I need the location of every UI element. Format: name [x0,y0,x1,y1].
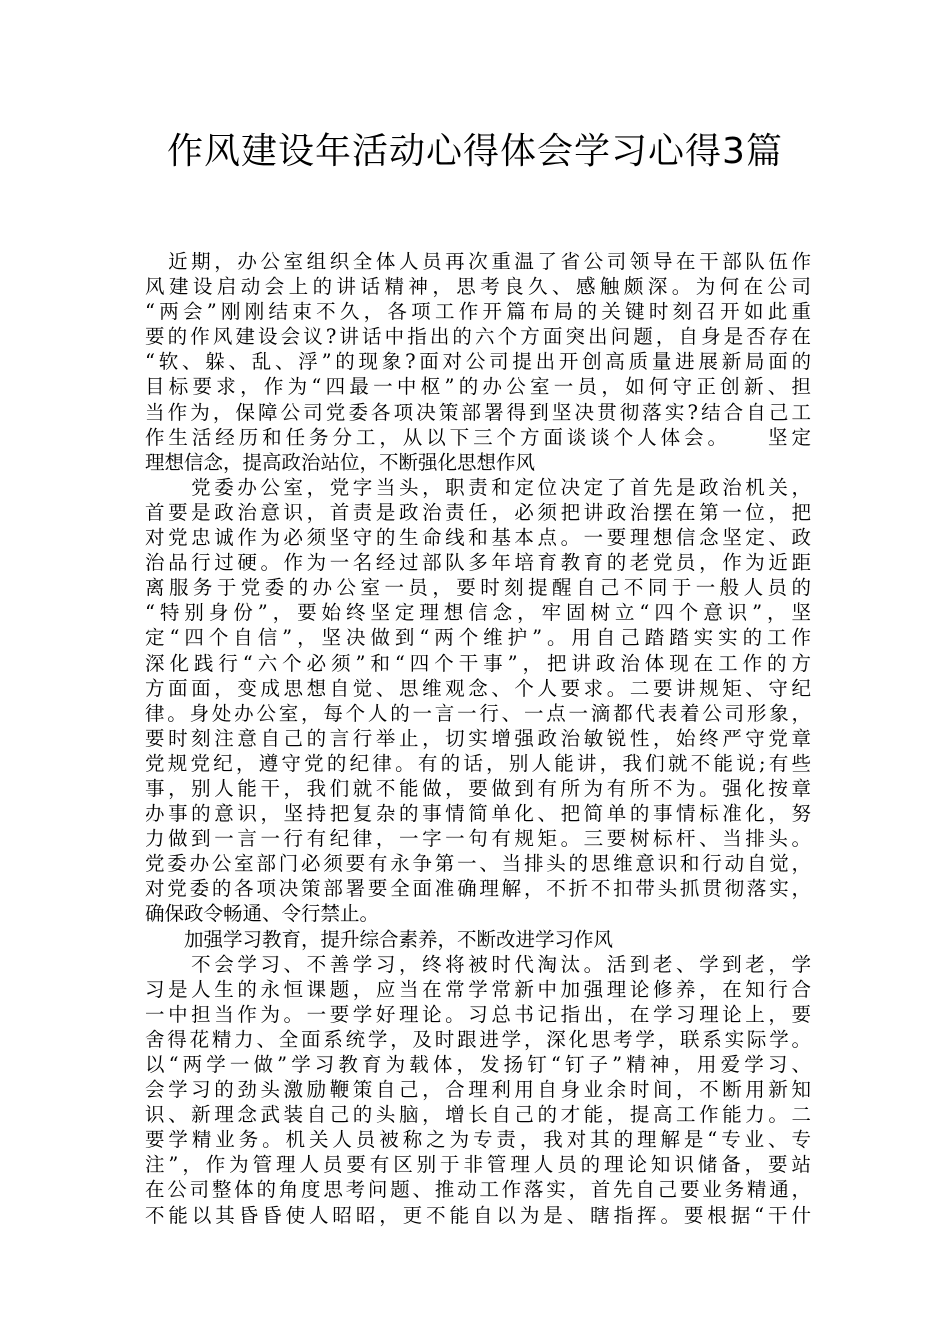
text-line: 确保政令畅通、令行禁止。 [145,902,380,926]
text-line: 对党委的各项决策部署要全面准确理解，不折不扣带头抓贯彻落实， [145,877,811,901]
text-line: 力做到一言一行有纪律，一字一句有规矩。三要树标杆、当排头。 [145,827,811,851]
text-line: 党委办公室部门必须要有永争第一、当排头的思维意识和行动自觉， [145,852,811,876]
text-line: 当作为，保障公司党委各项决策部署得到坚决贯彻落实?结合自己工 [145,400,811,424]
text-line: 近期，办公室组织全体人员再次重温了省公司领导在干部队伍作 [145,250,811,273]
text-line: 一中担当作为。一要学好理论。习总书记指出，在学习理论上，要 [145,1002,811,1026]
text-line: 加强学习教育，提升综合素养，不断改进学习作风 [145,927,614,951]
text-line: 方面面，变成思想自觉、思维观念、个人要求。二要讲规矩、守纪 [145,676,811,700]
document-body [145,249,811,1228]
text-line: 离服务于党委的办公室一员，要时刻提醒自己不同于一般人员的 [145,576,811,600]
text-line: 定“四个自信”，坚决做到“两个维护”。用自己踏踏实实的工作 [145,626,811,650]
text-line: 深化践行“六个必须”和“四个干事”，把讲政治体现在工作的方 [145,651,811,675]
text-line: 办事的意识，坚持把复杂的事情简单化、把简单的事情标准化，努 [145,802,811,826]
text-line: 要的作风建设会议?讲话中指出的六个方面突出问题，自身是否存在 [145,325,811,349]
text-line: 风建设启动会上的讲话精神，思考良久、感触颇深。为何在公司 [145,275,811,299]
text-line: 要时刻注意自己的言行举止，切实增强政治敏锐性，始终严守党章 [145,726,811,750]
text-line: 不会学习、不善学习，终将被时代淘汰。活到老、学到老，学 [145,952,811,976]
text-line: 舍得花精力、全面系统学，及时跟进学，深化思考学，联系实际学。 [145,1027,811,1051]
text-line: 会学习的劲头激励鞭策自己，合理利用自身业余时间，不断用新知 [145,1078,811,1102]
text-line: 习是人生的永恒课题，应当在常学常新中加强理论修养，在知行合 [145,977,811,1001]
text-line: “两会”刚刚结束不久，各项工作开篇布局的关键时刻召开如此重 [145,300,811,324]
text-line: 首要是政治意识，首责是政治责任，必须把讲政治摆在第一位，把 [145,500,811,524]
text-line: 治品行过硬。作为一名经过部队多年培育教育的老党员，作为近距 [145,551,811,575]
text-line: 律。身处办公室，每个人的一言一行、一点一滴都代表着公司形象， [145,701,811,725]
text-line: 对党忠诚作为必须坚守的生命线和基本点。一要理想信念坚定、政 [145,526,811,550]
text-line: 党委办公室，党字当头，职责和定位决定了首先是政治机关， [145,475,811,499]
document-title: 作风建设年活动心得体会学习心得3篇 [167,131,783,172]
text-line: 注”，作为管理人员要有区别于非管理人员的理论知识储备，要站 [145,1153,811,1177]
text-line: 以“两学一做”学习教育为载体，发扬钉“钉子”精神，用爱学习、 [145,1053,811,1076]
text-line: “软、躲、乱、浮”的现象?面对公司提出开创高质量进展新局面的 [145,350,811,374]
text-line: 在公司整体的角度思考问题、推动工作落实，首先自己要业务精通， [145,1178,811,1202]
text-line: 目标要求，作为“四最一中枢”的办公室一员，如何守正创新、担 [145,375,811,399]
text-line: 要学精业务。机关人员被称之为专责，我对其的理解是“专业、专 [145,1128,811,1152]
text-line: 党规党纪，遵守党的纪律。有的话，别人能讲，我们就不能说;有些 [145,751,811,775]
text-line: 不能以其昏昏使人昭昭，更不能自以为是、瞎指挥。要根据“干什 [145,1203,811,1227]
text-line: 识、新理念武装自己的头脑，增长自己的才能，提高工作能力。二 [145,1103,811,1127]
text-line: 事，别人能干，我们就不能做，要做到有所为有所不为。强化按章 [145,776,811,800]
text-line: 作生活经历和任务分工，从以下三个方面谈谈个人体会。 坚定 [145,425,811,449]
text-line: 理想信念，提高政治站位，不断强化思想作风 [145,450,536,474]
text-line: “特别身份”，要始终坚定理想信念，牢固树立“四个意识”，坚 [145,601,811,625]
